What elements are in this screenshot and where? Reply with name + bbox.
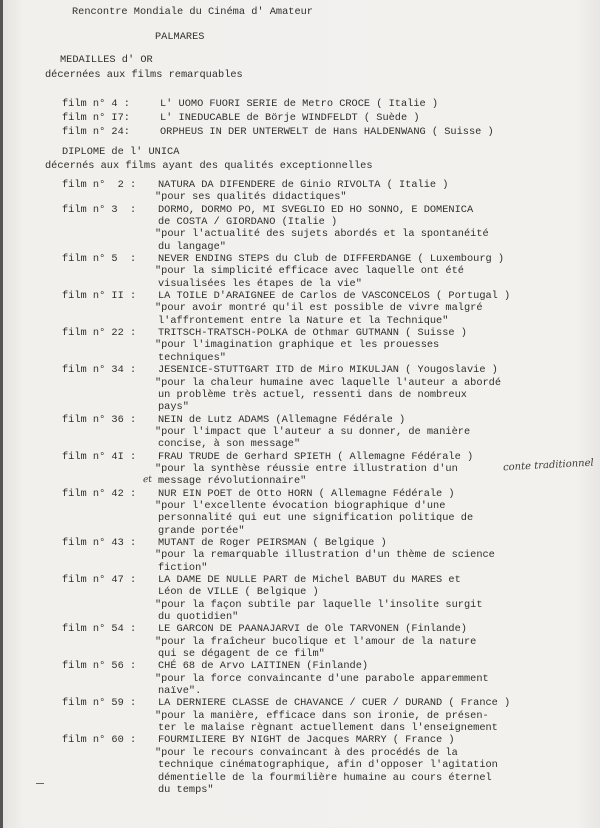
citation-line: "pour la façon subtile par laquelle l'insolite surgit (155, 598, 483, 611)
film-number: film n° 59 : (62, 697, 137, 710)
citation-line: "pour la remarquable illustration d'un thème de science (155, 549, 495, 562)
citation-line: visualisées les étapes de la vie" (158, 277, 362, 290)
diploma-list (62, 179, 595, 796)
diploma-film-entry (62, 574, 592, 623)
film-title-line (62, 660, 592, 672)
film-title: NATURA DA DIFENDERE de Ginio RIVOLTA ( Italie ) (158, 179, 449, 191)
diploma-subheading: décernés aux films ayant des qualités exceptionnelles (45, 160, 373, 172)
film-number: film n° 56 : (62, 660, 137, 673)
diploma-film-entry (62, 734, 592, 796)
film-number: film n° 34 : (62, 364, 137, 377)
film-number: film n° 3 : (62, 203, 137, 216)
citation-line: "pour la simplicité efficace avec laquelle ont été (155, 265, 464, 278)
film-number: film n° 54 : (62, 623, 137, 636)
citation-line: du quotidien" (158, 611, 239, 624)
citation-line: du langage" (158, 240, 226, 253)
film-title-line (62, 697, 592, 709)
citation-line: "pour ses qualités didactiques" (155, 191, 347, 204)
film-number: film n° 24: (62, 126, 130, 138)
film-title: CHÉ 68 de Arvo LAITINEN (Finlande) (158, 660, 369, 673)
citation-line: "pour la manière, efficace dans son ironie, de présen- (155, 709, 489, 722)
citation-line: techniques" (158, 351, 226, 364)
citation-line: naïve". (158, 685, 202, 698)
film-title-line (62, 488, 592, 500)
medals-heading: MEDAILLES d' OR (60, 54, 153, 66)
film-title-line (62, 574, 592, 586)
film-title-line (62, 327, 592, 339)
medal-film-item (62, 112, 420, 124)
citation-line: "pour l'impact que l'auteur a su donner, de manière (155, 425, 471, 438)
film-title-line (62, 364, 592, 376)
diploma-film-entry (62, 204, 592, 253)
diploma-film-entry (62, 327, 592, 364)
film-title: L' INEDUCABLE de Börje WINDFELDT ( Suède ) (160, 112, 420, 124)
film-title-line (62, 414, 592, 426)
film-number: film n° 4I : (62, 450, 137, 463)
citation-line: "pour l'imagination graphique et les prouesses (155, 339, 440, 352)
citation-line: l'affrontement entre la Nature et la Technique" (158, 314, 449, 327)
citation-line: un problème très actuel, ressenti dans de nombreux (158, 388, 467, 401)
film-title-line (62, 537, 592, 549)
film-title-line (62, 734, 592, 746)
film-title-line (62, 204, 592, 216)
diploma-heading: DIPLOME de l' UNICA (62, 146, 180, 158)
diploma-film-entry (62, 623, 592, 660)
film-number: film n° 36 : (62, 413, 137, 426)
film-title: FOURMILIERE BY NIGHT de Jacques MARRY ( France ) (158, 734, 455, 747)
margin-mark (36, 783, 44, 784)
film-title: FRAU TRUDE de Gerhard SPIETH ( Allemagne Fédérale ) (158, 450, 474, 463)
film-title: NEIN de Lutz ADAMS (Allemagne Fédérale ) (158, 413, 406, 426)
handwritten-insert-mark: et (142, 474, 153, 486)
citation-line: "pour la synthèse réussie entre illustration d'un (155, 462, 458, 475)
film-number: film n° 42 : (62, 487, 137, 500)
film-title: NUR EIN POET de Otto HORN ( Allemagne Fédérale ) (158, 487, 455, 500)
citation-line: ter le malaise règnant actuellement dans l'enseignement (158, 722, 498, 735)
diploma-film-entry (62, 537, 592, 574)
palmares-heading: PALMARES (155, 31, 205, 43)
citation-line: pays" (158, 401, 189, 414)
citation-line: "pour le recours convaincant à des procédés de la (155, 746, 458, 759)
film-title: MUTANT de Roger PEIRSMAN ( Belgique ) (158, 536, 387, 549)
citation-line: "pour avoir montré qu'il est possible de vivre malgré (155, 302, 483, 315)
film-number: film n° 5 : (62, 253, 137, 266)
citation-line: technique cinématographique, afin d'opposer l'agitation (158, 759, 498, 772)
film-title: L' UOMO FUORI SERIE de Metro CROCE ( Italie ) (160, 98, 439, 110)
film-title-line (62, 253, 592, 265)
film-number: film n° 2 : (62, 179, 137, 191)
medal-film-item (62, 98, 438, 110)
film-title: LA DAME DE NULLE PART de Michel BABUT du MARES et (158, 574, 461, 586)
film-title-line (62, 290, 592, 302)
diploma-film-entry (62, 414, 592, 451)
film-title: ORPHEUS IN DER UNTERWELT de Hans HALDENWANG ( Suisse ) (160, 126, 494, 138)
film-title: LA DERNIERE CLASSE de CHAVANCE / CUER / DURAND ( France ) (158, 697, 511, 710)
film-title: NEVER ENDING STEPS du Club de DIFFERDANGE ( Luxembourg ) (158, 253, 505, 266)
medals-subheading: décernées aux films remarquables (45, 69, 243, 81)
citation-line: qui se dégagent de ce film" (158, 648, 325, 661)
citation-line: "pour la chaleur humaine avec laquelle l'auteur a abordé (155, 376, 502, 389)
diploma-film-entry (62, 179, 592, 204)
citation-line: démentielle de la fourmilière humaine au cours éternel (158, 771, 492, 784)
diploma-film-entry (62, 488, 592, 537)
citation-line: du temps" (158, 783, 214, 796)
citation-line: "pour la force convaincante d'une parabole apparemment (155, 672, 489, 685)
citation-line: message révolutionnaire" (158, 475, 307, 488)
film-title-line (62, 623, 592, 635)
film-title-line: de COSTA / GIORDANO (Italie ) (158, 216, 338, 229)
page-edge (0, 0, 3, 828)
citation-line: "pour l'actualité des sujets abordés et la spontanéité (155, 228, 489, 241)
event-title: Rencontre Mondiale du Cinéma d' Amateur (72, 6, 313, 18)
film-title: JESENICE-STUTTGART ITD de Miro MIKULJAN ( Yougoslavie ) (158, 364, 498, 377)
film-number: film n° 22 : (62, 327, 137, 340)
citation-line: "pour l'excellente évocation biographique d'une (155, 499, 446, 512)
film-title: LE GARCON DE PAANAJARVI de Ole TARVONEN (Finlande) (158, 623, 467, 636)
diploma-film-entry (62, 290, 592, 327)
film-number: film n° 47 : (62, 574, 137, 586)
citation-line: concise, à son message" (158, 438, 301, 451)
film-number: film n° II : (62, 290, 137, 303)
film-number: film n° 43 : (62, 536, 137, 549)
handwritten-margin-note: conte traditionnel (502, 457, 595, 474)
film-title: LA TOILE D'ARAIGNEE de Carlos de VASCONCELOS ( Portugal ) (158, 290, 511, 303)
citation-line: fiction" (158, 561, 208, 574)
diploma-film-entry (62, 253, 592, 290)
citation-line: "pour la fraîcheur bucolique et l'amour de la nature (155, 635, 477, 648)
diploma-film-entry (62, 697, 592, 734)
citation-line: personnalité qui eut une signification politique de (158, 512, 474, 525)
film-title: TRITSCH-TRATSCH-POLKA de Othmar GUTMANN ( Suisse ) (158, 327, 467, 340)
film-title-line (62, 179, 592, 191)
citation-line: grande portée" (158, 524, 245, 537)
film-number: film n° 4 : (62, 98, 130, 110)
film-number: film n° 60 : (62, 734, 137, 747)
diploma-film-entry (62, 364, 592, 413)
medal-film-item (62, 126, 494, 138)
film-title: DORMO, DORMO PO, MI SVEGLIO ED HO SONNO, E DOMENICA (158, 203, 474, 216)
film-number: film n° I7: (62, 112, 130, 124)
film-title-line: Léon de VILLE ( Belgique ) (158, 586, 319, 599)
diploma-film-entry (62, 660, 592, 697)
